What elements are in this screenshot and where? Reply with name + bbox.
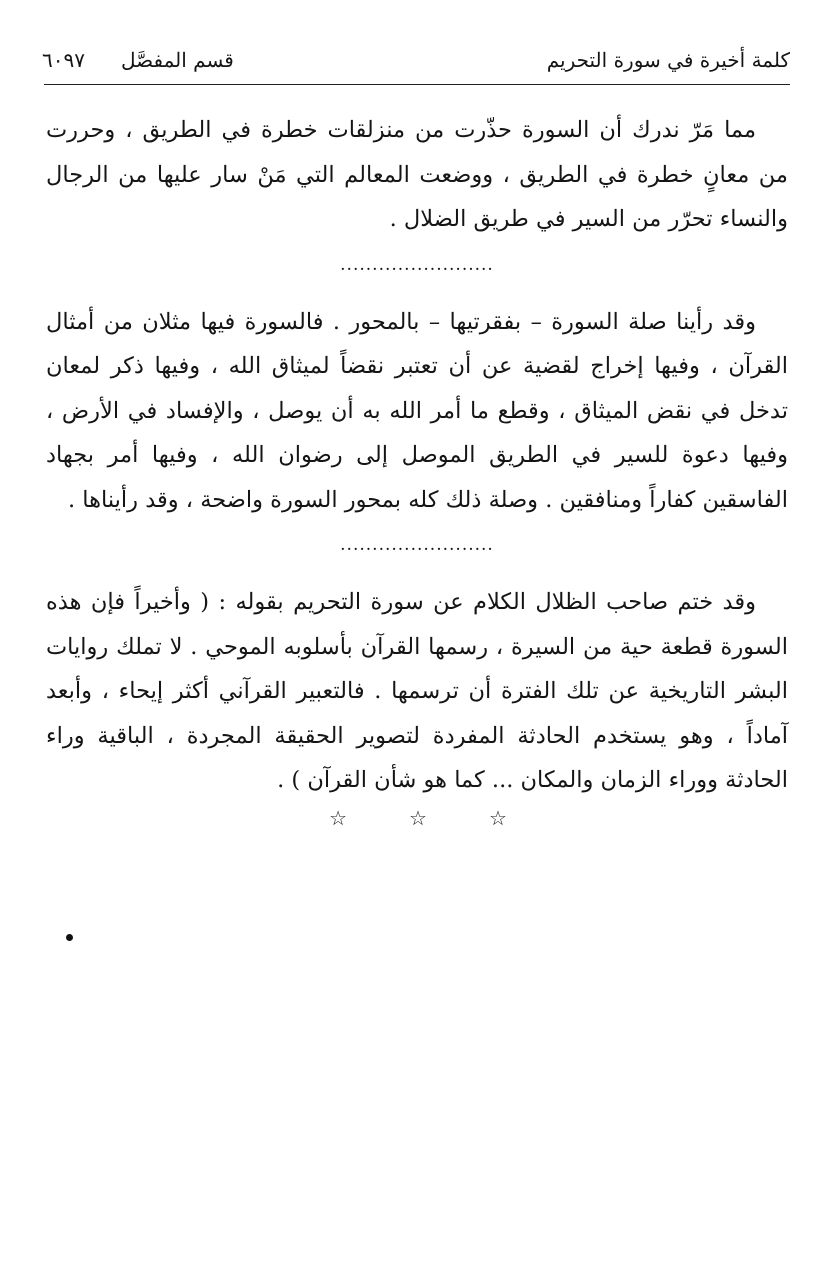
- ink-dot-mark: [66, 934, 73, 941]
- page-number: ٦٠٩٧: [42, 48, 85, 72]
- header-left-group: [42, 40, 234, 80]
- paragraph-3: وقد ختم صاحب الظلال الكلام عن سورة التحريم بقوله : ( وأخيراً فإن هذه السورة قطعة حية من السيرة ، رسمها القرآن بأسلوبه الموحي . لا تملك روايات البشر التاريخية عن تلك الفترة أن ترسمها . فالتعبير القرآني أكثر إيحاء ، وأبعد آماداً ، وهو يستخدم الحادثة المفردة لتصوير الحقيقة المجردة ، الباقية وراء الحادثة ووراء الزمان والمكان ... كما هو شأن القرآن ) .: [46, 589, 788, 793]
- dotted-separator-2: ........................: [340, 535, 494, 555]
- paragraph-1: مما مَرّ ندرك أن السورة حذّرت من منزلقات خطرة في الطريق ، وحررت من معانٍ خطرة في الطريق ، ووضعت المعالم التي مَنْ سار عليها من الرجال والنساء تحرّر من السير في طريق الضلال .: [46, 117, 788, 232]
- dotted-separator-1: ........................: [340, 254, 494, 275]
- header-rule: [44, 84, 790, 85]
- chapter-title: كلمة أخيرة في سورة التحريم: [546, 48, 790, 72]
- star-icon: ☆: [409, 806, 427, 830]
- section-name: قسم المفصَّل: [120, 48, 234, 72]
- star-icon: ☆: [488, 806, 507, 830]
- star-icon: ☆: [329, 806, 348, 830]
- page-body: [46, 108, 788, 803]
- paragraph-2: وقد رأينا صلة السورة – بفقرتيها – بالمحور . فالسورة فيها مثلان من أمثال القرآن ، وفيها إخراج لقضية عن أن تعتبر نقضاً لميثاق الله ، وفيها ذكر لمعان تدخل في نقض الميثاق ، وقطع ما أمر الله به أن يوصل ، والإفساد في الأرض ، وفيها دعوة للسير في الطريق الموصل إلى رضوان الله ، وفيها أمر بجهاد الفاسقين كفاراً ومنافقين . وصلة ذلك كله بمحور السورة واضحة ، وقد رأيناها .: [46, 308, 788, 513]
- running-header: [42, 40, 790, 80]
- section-end-stars: [0, 806, 836, 830]
